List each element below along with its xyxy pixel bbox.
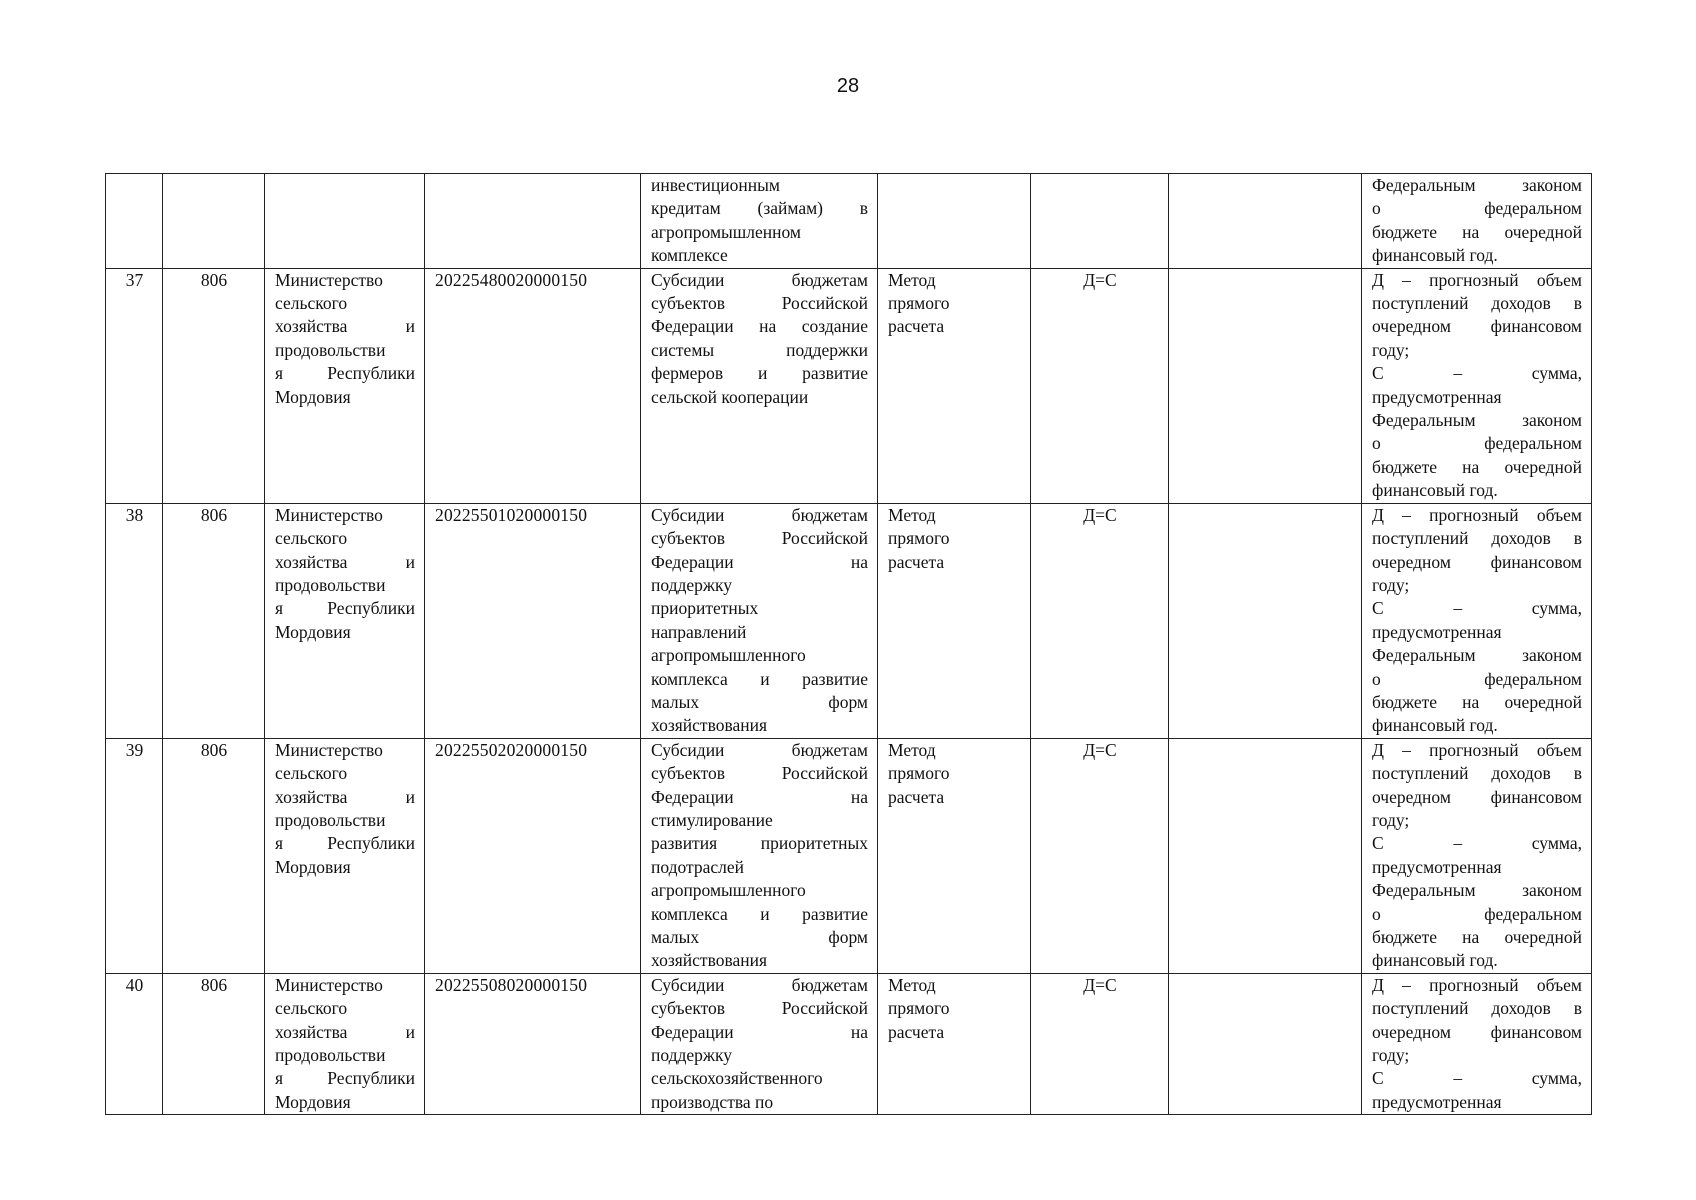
cell-line: Министерство [275,504,383,525]
cell-line: хозяйства и [275,1021,415,1042]
cell-line: расчета [888,316,945,337]
extra-cell [1169,503,1362,738]
revenue-name-cell [641,738,878,973]
admin-code-cell: 806 [163,503,265,738]
cell-line: году; [1372,574,1410,595]
cell-line: прямого [888,763,950,784]
cell-line: приоритетных [651,598,759,619]
cell-line: Метод [888,974,936,995]
cell-line: очередном финансовом [1372,786,1582,807]
budget-code-cell: 20225508020000150 [425,973,641,1114]
cell-line: кредитам (займам) в [651,198,868,219]
cell-line: прямого [888,998,950,1019]
cell-line: агропромышленного [651,645,806,666]
cell-line: продовольстви [275,339,386,360]
cell-line: Министерство [275,269,383,290]
cell-line: расчета [888,1021,945,1042]
description-cell [1362,174,1592,269]
cell-line: С – сумма, [1372,1068,1582,1089]
cell-line: субъектов Российской [651,763,868,784]
row-number-cell: 40 [106,973,163,1114]
method-cell [878,268,1031,503]
table-body [106,174,1592,1115]
extra-cell [1169,738,1362,973]
cell-line: С – сумма, [1372,363,1582,384]
admin-code-cell: 806 [163,738,265,973]
cell-line: предусмотренная [1372,621,1502,642]
cell-line: Метод [888,269,936,290]
administrator-cell [265,973,425,1114]
cell-line: очередном финансовом [1372,316,1582,337]
cell-line: Мордовия [275,1091,351,1112]
table-row [106,174,1592,269]
cell-line: хозяйствования [651,715,768,736]
cell-line: продовольстви [275,809,386,830]
cell-line: сельского [275,998,348,1019]
administrator-cell [265,738,425,973]
administrator-cell [265,268,425,503]
cell-line: году; [1372,339,1410,360]
cell-line: Д – прогнозный объем [1372,739,1582,760]
cell-line: о федеральном [1372,433,1582,454]
cell-line: Федерации на [651,1021,868,1042]
method-cell [878,503,1031,738]
description-cell [1362,738,1592,973]
revenue-table [105,173,1592,1115]
cell-line: предусмотренная [1372,1091,1502,1112]
budget-code-cell: 20225502020000150 [425,738,641,973]
cell-line: Субсидии бюджетам [651,504,868,525]
table-row [106,268,1592,503]
cell-line: я Республики [275,1068,415,1089]
revenue-name-cell [641,174,878,269]
administrator-cell [265,174,425,269]
cell-line: году; [1372,1045,1410,1066]
cell-line: финансовый год. [1372,715,1498,736]
cell-line: Министерство [275,974,383,995]
cell-line: расчета [888,786,945,807]
cell-line: бюджете на очередной [1372,927,1582,947]
method-cell [878,174,1031,269]
cell-line: направлений [651,621,747,642]
cell-line: поддержку [651,574,733,595]
row-number-cell: 39 [106,738,163,973]
cell-line: финансовый год. [1372,245,1498,266]
budget-code-cell: 20225480020000150 [425,268,641,503]
cell-line: сельскохозяйственного [651,1068,823,1089]
cell-line: комплекса и развитие [651,668,868,689]
cell-line: Субсидии бюджетам [651,974,868,995]
cell-line: С – сумма, [1372,598,1582,619]
formula-cell: Д=С [1031,738,1169,973]
cell-line: поддержку [651,1045,733,1066]
cell-line: субъектов Российской [651,998,868,1019]
cell-line: бюджете на очередной [1372,221,1582,242]
cell-line: предусмотренная [1372,856,1502,877]
extra-cell [1169,174,1362,269]
budget-code-cell [425,174,641,269]
table-row [106,503,1592,738]
cell-line: Субсидии бюджетам [651,269,868,290]
cell-line: комплексе [651,245,728,266]
formula-cell: Д=С [1031,973,1169,1114]
cell-line: агропромышленном [651,221,802,242]
revenue-name-cell [641,268,878,503]
cell-line: бюджете на очередной [1372,456,1582,477]
cell-line: С – сумма, [1372,833,1582,854]
description-cell [1362,268,1592,503]
cell-line: подотраслей [651,856,745,877]
description-cell [1362,973,1592,1114]
cell-line: Мордовия [275,386,351,407]
cell-line: системы поддержки [651,339,868,360]
cell-line: Министерство [275,739,383,760]
cell-line: стимулирование [651,809,773,830]
cell-line: поступлений доходов в [1372,998,1582,1019]
cell-line: бюджете на очередной [1372,691,1582,712]
cell-line: я Республики [275,363,415,384]
extra-cell [1169,973,1362,1114]
cell-line: Федеральным законом [1372,410,1582,431]
table-row [106,738,1592,973]
cell-line: фермеров и развитие [651,363,868,384]
cell-line: очередном финансовом [1372,1021,1582,1042]
cell-line: хозяйства и [275,786,415,807]
revenue-name-cell [641,973,878,1114]
cell-line: производства по [651,1091,774,1112]
admin-code-cell: 806 [163,973,265,1114]
cell-line: Д – прогнозный объем [1372,974,1582,995]
cell-line: сельского [275,293,348,314]
cell-line: хозяйства и [275,551,415,572]
cell-line: субъектов Российской [651,528,868,549]
cell-line: поступлений доходов в [1372,293,1582,314]
formula-cell: Д=С [1031,268,1169,503]
cell-line: хозяйства и [275,316,415,337]
cell-line: прямого [888,528,950,549]
row-number-cell: 37 [106,268,163,503]
cell-line: продовольстви [275,1045,386,1066]
formula-cell: Д=С [1031,503,1169,738]
cell-line: Федеральным законом [1372,175,1582,195]
cell-line: прямого [888,293,950,314]
cell-line: Федеральным законом [1372,880,1582,901]
cell-line: Мордовия [275,856,351,877]
table-row [106,973,1592,1114]
row-number-cell: 38 [106,503,163,738]
cell-line: Метод [888,504,936,525]
cell-line: агропромышленного [651,880,806,901]
cell-line: очередном финансовом [1372,551,1582,572]
cell-line: о федеральном [1372,198,1582,219]
cell-line: предусмотренная [1372,386,1502,407]
cell-line: сельской кооперации [651,386,809,407]
cell-line: Субсидии бюджетам [651,739,868,760]
administrator-cell [265,503,425,738]
cell-line: Д – прогнозный объем [1372,269,1582,290]
admin-code-cell: 806 [163,268,265,503]
cell-line: финансовый год. [1372,480,1498,501]
cell-line: году; [1372,809,1410,830]
cell-line: Федерации на [651,786,868,807]
row-number-cell [106,174,163,269]
cell-line: я Республики [275,598,415,619]
cell-line: комплекса и развитие [651,903,868,924]
revenue-name-cell [641,503,878,738]
method-cell [878,973,1031,1114]
cell-line: хозяйствования [651,950,768,971]
method-cell [878,738,1031,973]
cell-line: малых форм [651,691,868,712]
cell-line: субъектов Российской [651,293,868,314]
budget-code-cell: 20225501020000150 [425,503,641,738]
cell-line: Федерации на создание [651,316,868,337]
cell-line: развития приоритетных [651,833,868,854]
cell-line: финансовый год. [1372,950,1498,971]
page-number: 28 [836,75,860,97]
cell-line: поступлений доходов в [1372,763,1582,784]
cell-line: Д – прогнозный объем [1372,504,1582,525]
cell-line: сельского [275,528,348,549]
extra-cell [1169,268,1362,503]
cell-line: инвестиционным [651,175,780,195]
cell-line: сельского [275,763,348,784]
admin-code-cell [163,174,265,269]
description-cell [1362,503,1592,738]
cell-line: о федеральном [1372,903,1582,924]
cell-line: о федеральном [1372,668,1582,689]
formula-cell [1031,174,1169,269]
cell-line: Федерации на [651,551,868,572]
cell-line: продовольстви [275,574,386,595]
cell-line: малых форм [651,927,868,947]
cell-line: я Республики [275,833,415,854]
cell-line: поступлений доходов в [1372,528,1582,549]
cell-line: расчета [888,551,945,572]
cell-line: Федеральным законом [1372,645,1582,666]
cell-line: Метод [888,739,936,760]
cell-line: Мордовия [275,621,351,642]
